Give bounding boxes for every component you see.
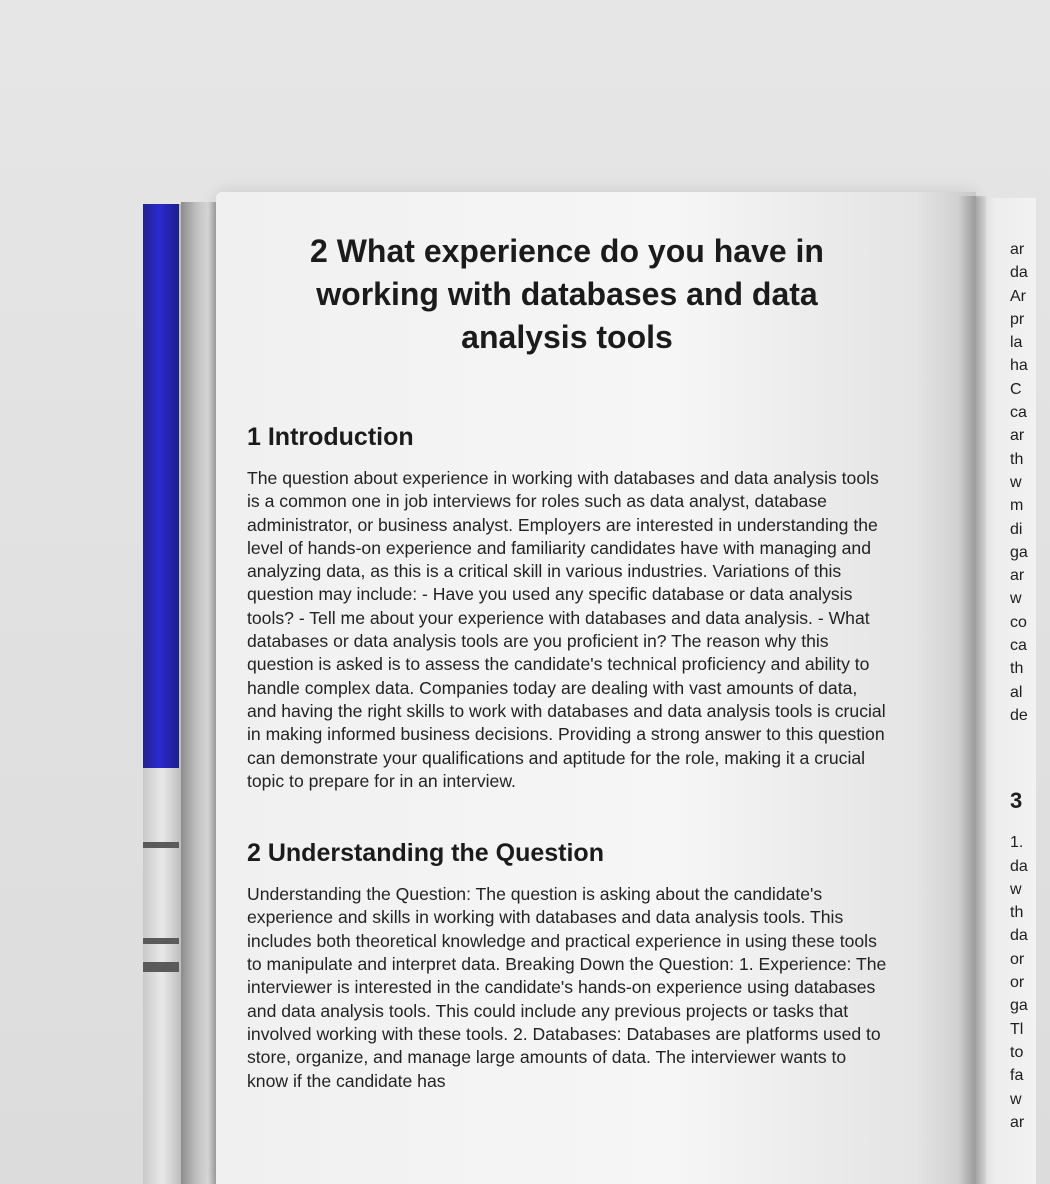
book-spine-blue-band bbox=[143, 204, 179, 768]
right-page-line: Ar bbox=[1010, 287, 1026, 305]
right-page-line: or bbox=[1010, 950, 1025, 968]
right-page-line: Tl bbox=[1010, 1020, 1024, 1038]
right-page-line: da bbox=[1010, 927, 1028, 945]
right-page-line: or bbox=[1010, 974, 1025, 992]
right-page-line: w bbox=[1010, 473, 1022, 491]
right-page-line: m bbox=[1010, 497, 1024, 515]
right-page-line: th bbox=[1010, 450, 1024, 468]
right-page-line: C bbox=[1010, 380, 1022, 398]
right-page-line: ca bbox=[1010, 404, 1027, 422]
right-page-line: th bbox=[1010, 660, 1024, 678]
right-page-line: ar bbox=[1010, 241, 1025, 258]
section-body-understanding: Understanding the Question: The question is asking about the candidate's experience and skills in working with databases and data analysis tools. This includes both theoretical knowledge and practical experience in using these tools to manipulate and interpret data. Breaking Down the Question: 1. Experience: The interviewer is interested in the candidate's hands-on experience using databases and data analysis tools. This could include any previous projects or tasks that involved working with these tools. 2. Databases: Databases are platforms used to store, organize, and manage large amounts of data. The interviewer wants to know if the candidate has bbox=[247, 884, 887, 1091]
right-page-text bbox=[1010, 238, 1050, 1134]
section-body-introduction: The question about experience in working with databases and data analysis tools is a common one in job interviews for roles such as data analyst, database administrator, or business analyst. Employers are interested in understanding the level of hands-on experience and familiarity candidates have with managing and analyzing data, as this is a critical skill in various industries. Variations of this question may include: - Have you used any specific database or data analysis tools? - Tell me about your experience with databases and data analysis. - What databases or data analysis tools are you proficient in? The reason why this question is asked is to assess the candidate's technical proficiency and ability to handle complex data. Companies today are dealing with vast amounts of data, and having the right skills to work with databases and data analysis tools is crucial in making informed business decisions. Providing a strong answer to this question can demonstrate your qualifications and aptitude for the role, making it a crucial topic to prepare for in an interview. bbox=[247, 468, 886, 791]
right-page-line: ga bbox=[1010, 543, 1028, 561]
right-page-line: da bbox=[1010, 264, 1028, 282]
left-page-content bbox=[247, 230, 887, 1093]
right-page-line: w bbox=[1010, 880, 1022, 898]
spine-mark bbox=[143, 962, 179, 972]
right-page-line: co bbox=[1010, 613, 1027, 631]
right-page-line: ha bbox=[1010, 357, 1028, 375]
right-page-line: al bbox=[1010, 683, 1023, 701]
book-gutter-shadow bbox=[958, 196, 986, 1184]
right-page-line: ar bbox=[1010, 567, 1025, 585]
right-page-heading: 3 bbox=[1010, 788, 1023, 814]
right-page-line: pr bbox=[1010, 310, 1025, 328]
right-page-line: ar bbox=[1010, 427, 1025, 445]
right-page-line: ga bbox=[1010, 997, 1028, 1015]
right-page-line: ar bbox=[1010, 1113, 1025, 1131]
spine-mark bbox=[143, 842, 179, 848]
right-page-line: w bbox=[1010, 1090, 1022, 1108]
right-page-line: w bbox=[1010, 590, 1022, 608]
spine-mark bbox=[143, 938, 179, 944]
section-heading-introduction: 1 Introduction bbox=[247, 423, 414, 451]
right-page-line: la bbox=[1010, 334, 1023, 352]
right-page-line: fa bbox=[1010, 1067, 1024, 1085]
right-page-line: to bbox=[1010, 1043, 1024, 1061]
section-heading-understanding: 2 Understanding the Question bbox=[247, 839, 604, 868]
right-page-line: da bbox=[1010, 857, 1028, 875]
right-page-line: di bbox=[1010, 520, 1023, 538]
right-page-line: de bbox=[1010, 706, 1028, 724]
right-page-line: ca bbox=[1010, 637, 1027, 655]
chapter-title: 2 What experience do you have in working with databases and data analysis tools bbox=[310, 233, 824, 355]
page-block-edge bbox=[181, 202, 217, 1184]
right-page-line: 1. bbox=[1010, 834, 1024, 852]
right-page-line: th bbox=[1010, 904, 1024, 922]
